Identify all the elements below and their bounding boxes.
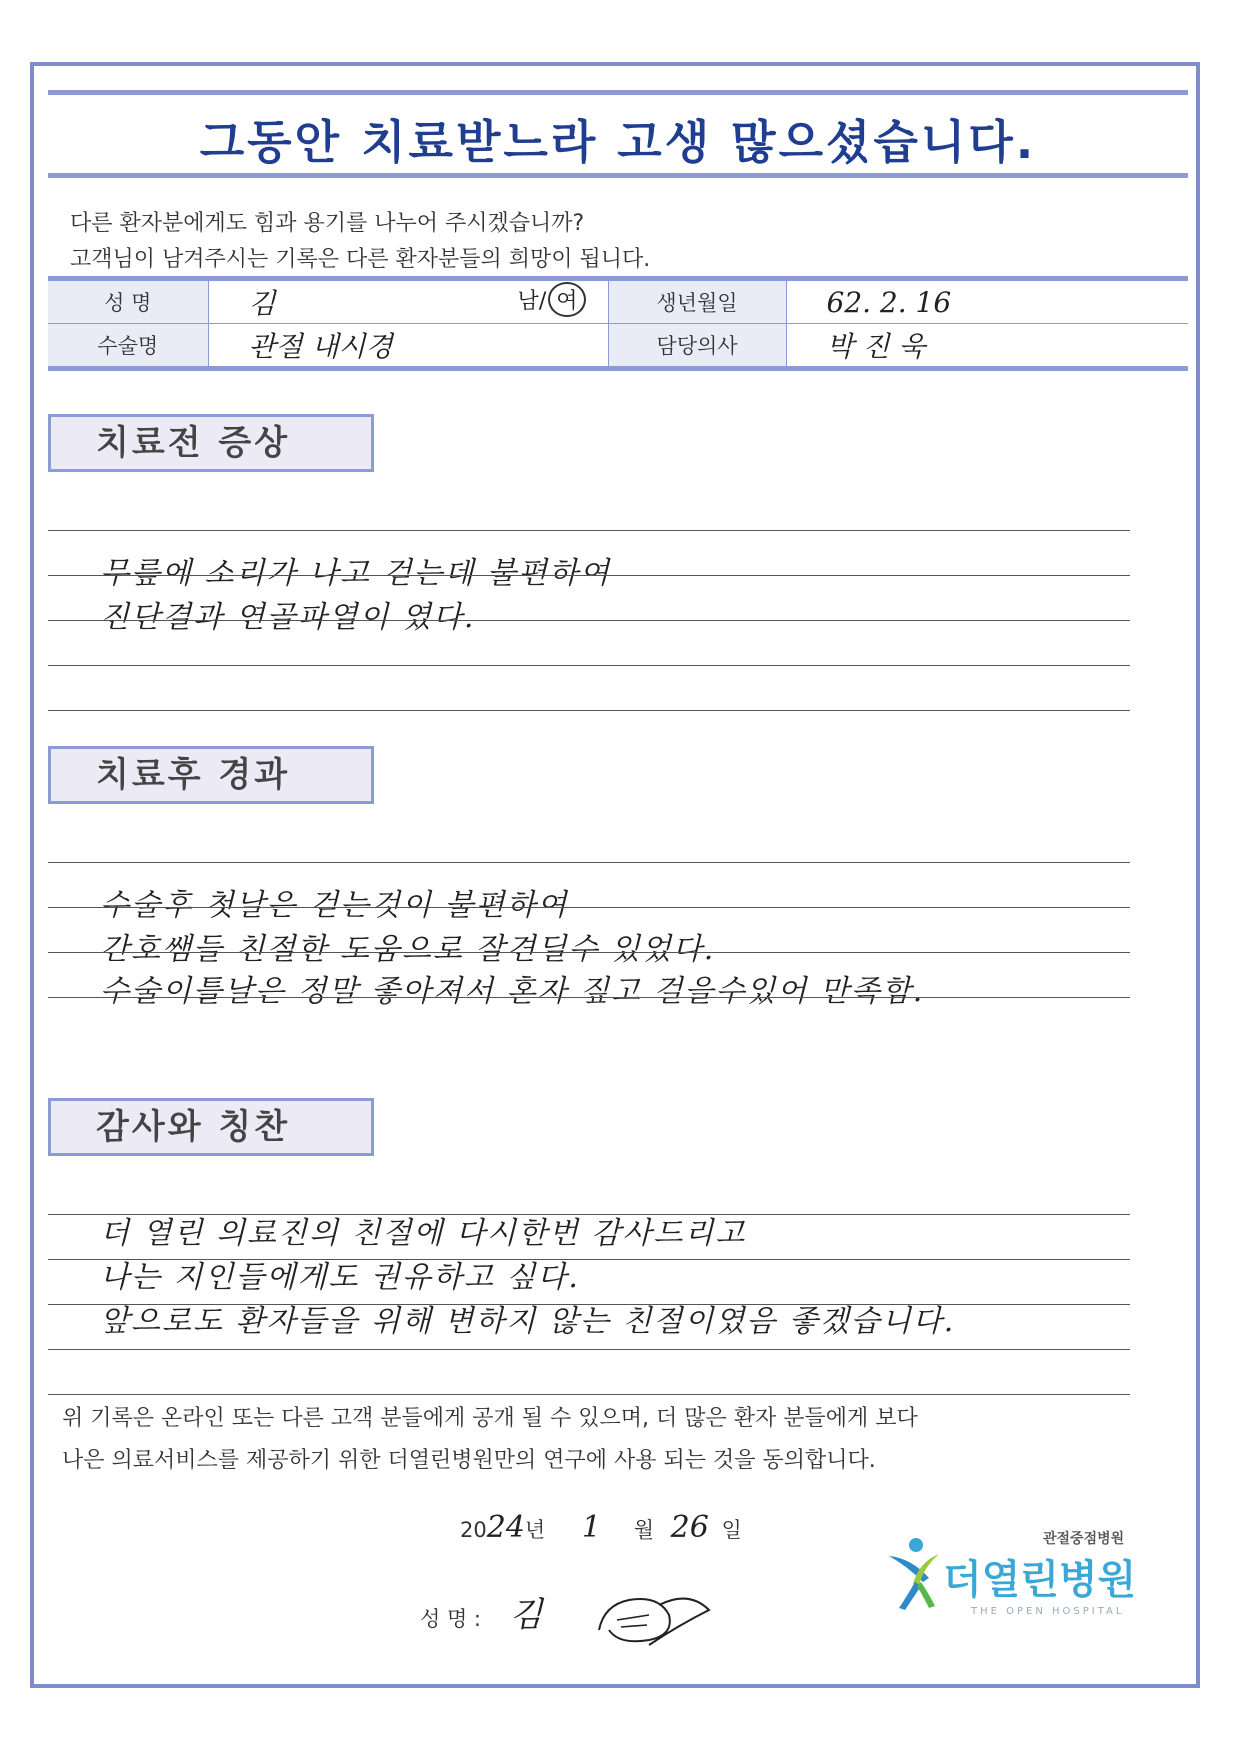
doctor-cell <box>786 324 1188 369</box>
surgery-value: 관절 내시경 <box>248 330 393 363</box>
thanks-text-line-3: 앞으로도 환자들을 위해 변하지 않는 친절이였음 좋겠습니다. <box>100 1304 956 1339</box>
thanks-text-line-1: 더 열린 의료진의 친절에 다시한번 감사드리고 <box>100 1216 747 1251</box>
ruled-line <box>48 907 1130 908</box>
logo-english: THE OPEN HOSPITAL <box>971 1606 1125 1617</box>
gender-field <box>518 282 608 317</box>
before-text-line-1: 무릎에 소리가 나고 걷는데 불편하여 <box>100 556 611 591</box>
patient-info-table <box>48 276 1188 371</box>
thanks-text-line-2: 나는 지인들에게도 권유하고 싶다. <box>100 1260 580 1295</box>
signature-name: 김 <box>509 1595 543 1635</box>
title-band <box>48 90 1188 178</box>
hospital-logo <box>885 1528 1145 1628</box>
logo-name: 더열린병원 <box>943 1557 1137 1603</box>
intro-line-1: 다른 환자분에게도 힘과 용기를 나누어 주시겠습니까? <box>70 211 585 236</box>
ruled-line <box>48 575 1130 576</box>
signature-label: 성 명 : <box>420 1607 481 1631</box>
name-value: 김 <box>248 287 276 320</box>
doctor-value: 박 진 욱 <box>826 330 926 363</box>
signature-line <box>420 1585 739 1655</box>
name-label: 성 명 <box>48 279 208 324</box>
after-text-line-1: 수술후 첫날은 걷는것이 불편하여 <box>100 888 569 923</box>
intro-text <box>70 206 650 278</box>
section-before-heading: 치료전 증상 <box>48 414 374 472</box>
after-text-line-3: 수술이틀날은 정말 좋아져서 혼자 짚고 걸을수있어 만족함. <box>100 974 925 1009</box>
surgery-label: 수술명 <box>48 324 208 369</box>
logo-subtitle: 관절중점병원 <box>1043 1531 1125 1547</box>
consent-line-1: 위 기록은 온라인 또는 다른 고객 분들에게 공개 될 수 있으며, 더 많은 환자 분들에게 보다 <box>62 1406 918 1431</box>
after-text-line-2: 간호쌤들 친절한 도움으로 잘견딜수 있었다. <box>100 932 716 967</box>
title-rule-top <box>48 90 1188 95</box>
date-month-hand: 1 <box>581 1510 601 1545</box>
ruled-line <box>48 665 1130 666</box>
ruled-line <box>48 1349 1130 1350</box>
signature-mark <box>589 1585 739 1655</box>
date-day-hand: 26 <box>670 1510 709 1545</box>
ruled-line <box>48 862 1130 863</box>
page-title: 그동안 치료받느라 고생 많으셨습니다. <box>199 115 1037 169</box>
logo-figure-icon <box>885 1536 943 1612</box>
ruled-line <box>48 710 1130 711</box>
ruled-line <box>48 1394 1130 1395</box>
date-year-prefix: 20 <box>460 1518 487 1542</box>
section-after-heading: 치료후 경과 <box>48 746 374 804</box>
date-day-label: 일 <box>721 1518 742 1542</box>
ruled-line <box>48 997 1130 998</box>
consent-line-2: 나은 의료서비스를 제공하기 위한 더열린병원만의 연구에 사용 되는 것을 동의합니다. <box>62 1448 876 1473</box>
ruled-line <box>48 530 1130 531</box>
gender-female-circled: 여 <box>548 282 585 317</box>
birth-cell <box>786 279 1188 324</box>
intro-line-2: 고객님이 남겨주시는 기록은 다른 환자분들의 희망이 됩니다. <box>70 247 651 272</box>
ruled-line <box>48 620 1130 621</box>
gender-separator: / <box>538 289 547 314</box>
before-text-line-2: 진단결과 연골파열이 였다. <box>100 600 476 635</box>
ruled-line <box>48 952 1130 953</box>
section-thanks-heading: 감사와 칭찬 <box>48 1098 374 1156</box>
gender-male: 남 <box>517 289 539 314</box>
birth-label: 생년월일 <box>608 279 786 324</box>
signed-date <box>460 1510 742 1545</box>
birth-value: 62. 2. 16 <box>826 285 952 319</box>
surgery-cell <box>208 324 608 369</box>
consent-text <box>62 1398 918 1482</box>
doctor-label: 담당의사 <box>608 324 786 369</box>
date-month-label: 월 <box>633 1518 654 1542</box>
date-year-hand: 24 <box>486 1510 525 1545</box>
title-rule-bottom <box>48 173 1188 178</box>
name-cell <box>208 279 608 324</box>
date-year-label: 년 <box>524 1518 546 1542</box>
